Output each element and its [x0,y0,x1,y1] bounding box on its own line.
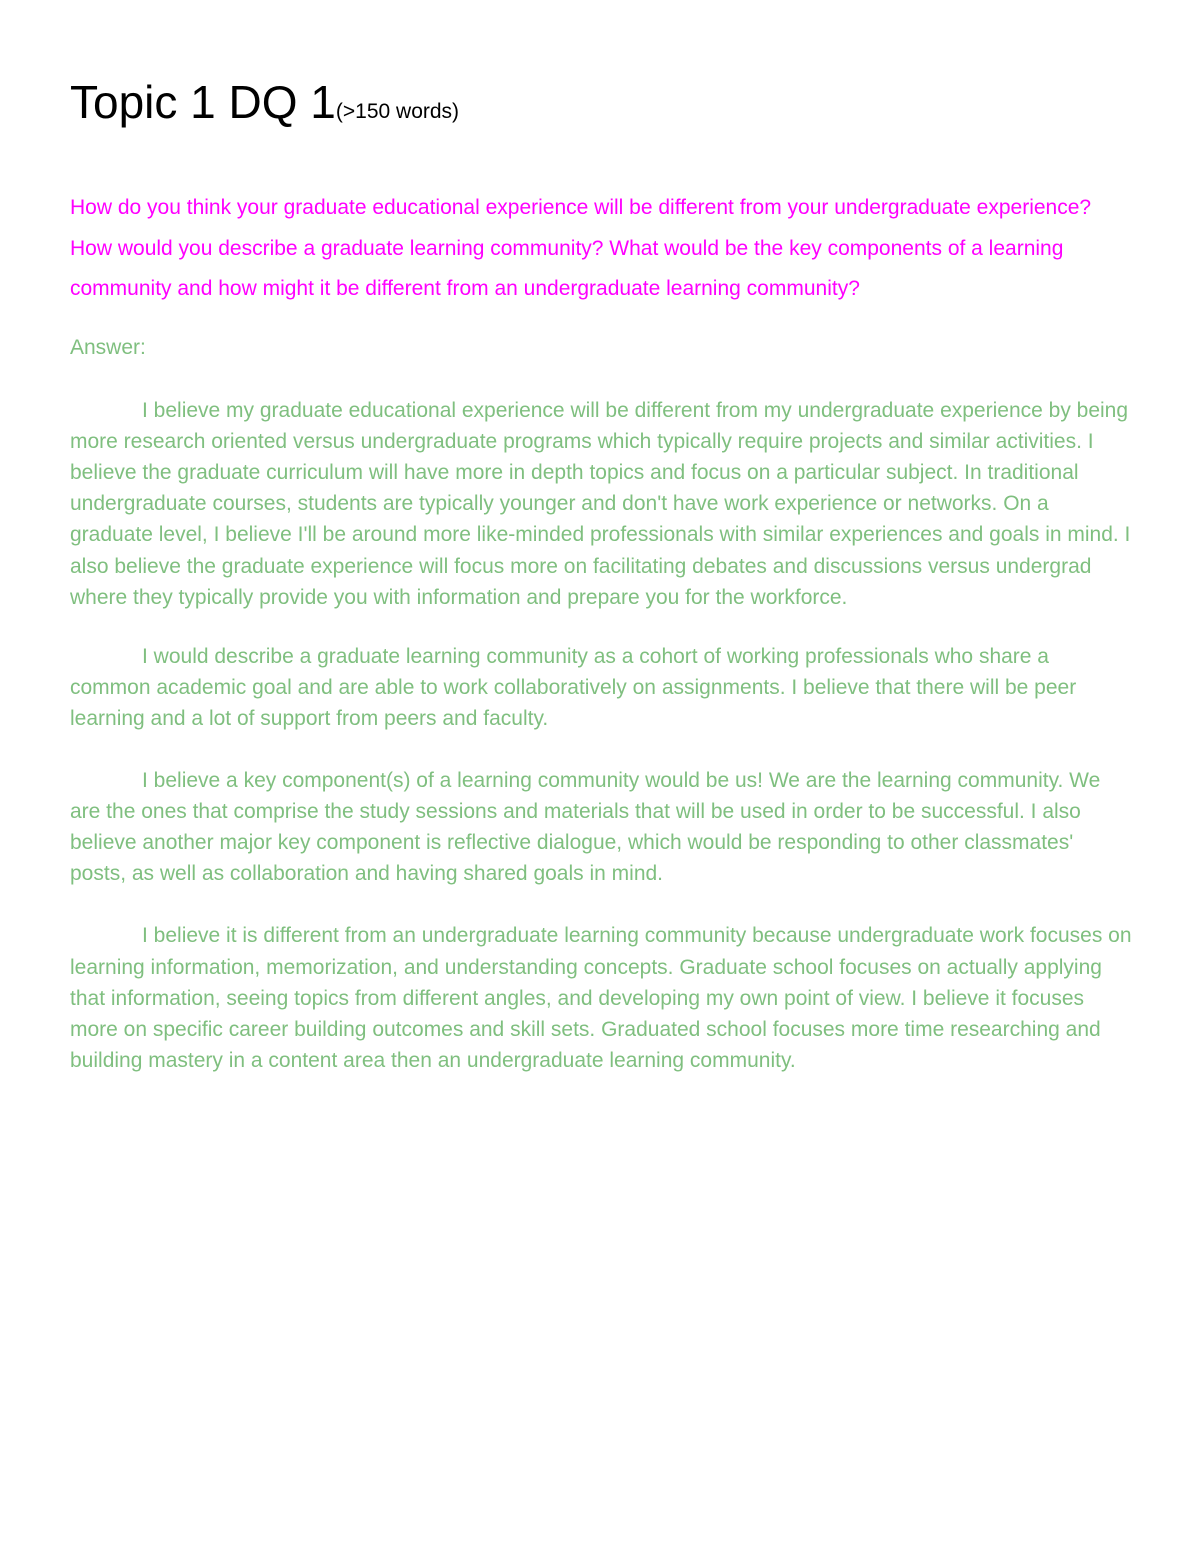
answer-paragraph-4: I believe it is different from an undergraduate learning community because undergraduate work focuses on learning information, memorization, and understanding concepts. Graduate school focuses on actually applying that information, seeing topics from different angles, and developing my own point of view. I believe it focuses more on specific career building outcomes and skill sets. Graduated school focuses more time researching and building mastery in a content area then an undergraduate learning community. [70,924,1132,1072]
discussion-question: How do you think your graduate educational experience will be different from your undergraduate experience? How would you describe a graduate learning community? What would be the key components of a learning community and how might it be different from an undergraduate learning community? [70,196,1092,301]
answer-label: Answer: [70,336,146,360]
answer-paragraph-2: I would describe a graduate learning community as a cohort of working professionals who share a common academic goal and are able to work collaboratively on assignments. I believe that there will be peer learning and a lot of support from peers and faculty. [70,644,1077,730]
page-title [70,72,1135,142]
title-text: Topic 1 DQ 1 [70,76,336,128]
word-count-note: (>150 words) [335,100,460,123]
document-page [70,72,1135,1076]
answer-paragraph-1: I believe my graduate educational experience will be different from my undergraduate experience by being more research oriented versus undergraduate programs which typically require projects and similar activities. I believe the graduate curriculum will have more in depth topics and focus on a particular subject. In traditional undergraduate courses, students are typically younger and don't have work experience or networks. On a graduate level, I believe I'll be around more like-minded professionals with similar experiences and goals in mind. I also believe the graduate experience will focus more on facilitating debates and discussions versus undergrad where they typically provide you with information and prepare you for the workforce. [70,399,1131,609]
answer-paragraph-3: I believe a key component(s) of a learning community would be us! We are the learning community. We are the ones that comprise the study sessions and materials that will be used in order to be successful. I also believe another major key component is reflective dialogue, which would be responding to other classmates' posts, as well as collaboration and having shared goals in mind. [70,769,1101,886]
